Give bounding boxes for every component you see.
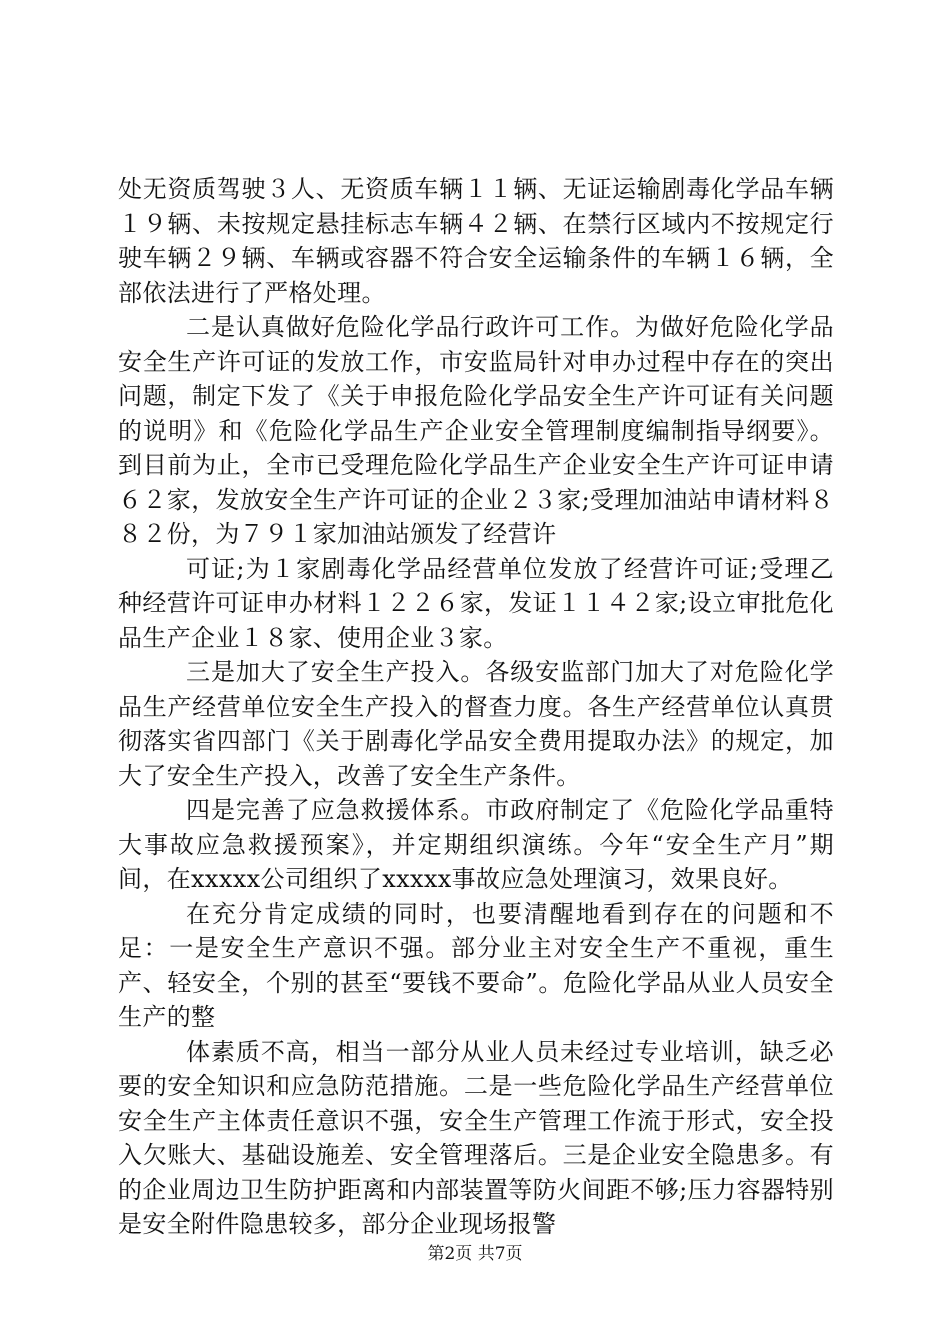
paragraph-safety-investment: 三是加大了安全生产投入。各级安监部门加大了对危险化学品生产经营单位安全生产投入的督查力度。各生产经营单位认真贯彻落实省四部门《关于剧毒化学品安全费用提取办法》的规定，加大了安全生产投入，改善了安全生产条件。 — [118, 658, 834, 790]
paragraph-license-continued: 可证;为１家剧毒化学品经营单位发放了经营许可证;受理乙种经营许可证申办材料１２２６家，发证１１４２家;设立审批危化品生产企业１８家、使用企业３家。 — [118, 554, 834, 652]
paragraph-problems-continued: 体素质不高，相当一部分从业人员未经过专业培训，缺乏必要的安全知识和应急防范措施。二是一些危险化学品生产经营单位安全生产主体责任意识不强，安全生产管理工作流于形式，安全投入欠账大、基础设施差、安全管理落后。三是企业安全隐患多。有的企业周边卫生防护距离和内部装置等防火间距不够;压力容器特别是安全附件隐患较多，部分企业现场报警 — [118, 1037, 834, 1238]
paragraph-problems: 在充分肯定成绩的同时，也要清醒地看到存在的问题和不足：一是安全生产意识不强。部分业主对安全生产不重视，重生产、轻安全，个别的甚至“要钱不要命”。危险化学品从业人员安全生产的整 — [118, 899, 834, 1031]
paragraph-continuation: 处无资质驾驶３人、无资质车辆１１辆、无证运输剧毒化学品车辆１９辆、未按规定悬挂标志车辆４２辆、在禁行区域内不按规定行驶车辆２９辆、车辆或容器不符合安全运输条件的车辆１６辆，全部依法进行了严格处理。 — [118, 175, 834, 307]
document-body — [118, 172, 834, 1242]
page-footer: 第2页 共7页 — [427, 1244, 523, 1264]
paragraph-emergency-rescue: 四是完善了应急救援体系。市政府制定了《危险化学品重特大事故应急救援预案》，并定期组织演练。今年“安全生产月”期间，在xxxxx公司组织了xxxxx事故应急处理演习，效果良好。 — [118, 796, 834, 893]
paragraph-administrative-license: 二是认真做好危险化学品行政许可工作。为做好危险化学品安全生产许可证的发放工作，市安监局针对申办过程中存在的突出问题，制定下发了《关于申报危险化学品安全生产许可证有关问题的说明》和《危险化学品生产企业安全管理制度编制指导纲要》。到目前为止，全市已受理危险化学品生产企业安全生产许可证申请６２家，发放安全生产许可证的企业２３家;受理加油站申请材料８８２份，为７９１家加油站颁发了经营许 — [118, 313, 834, 548]
